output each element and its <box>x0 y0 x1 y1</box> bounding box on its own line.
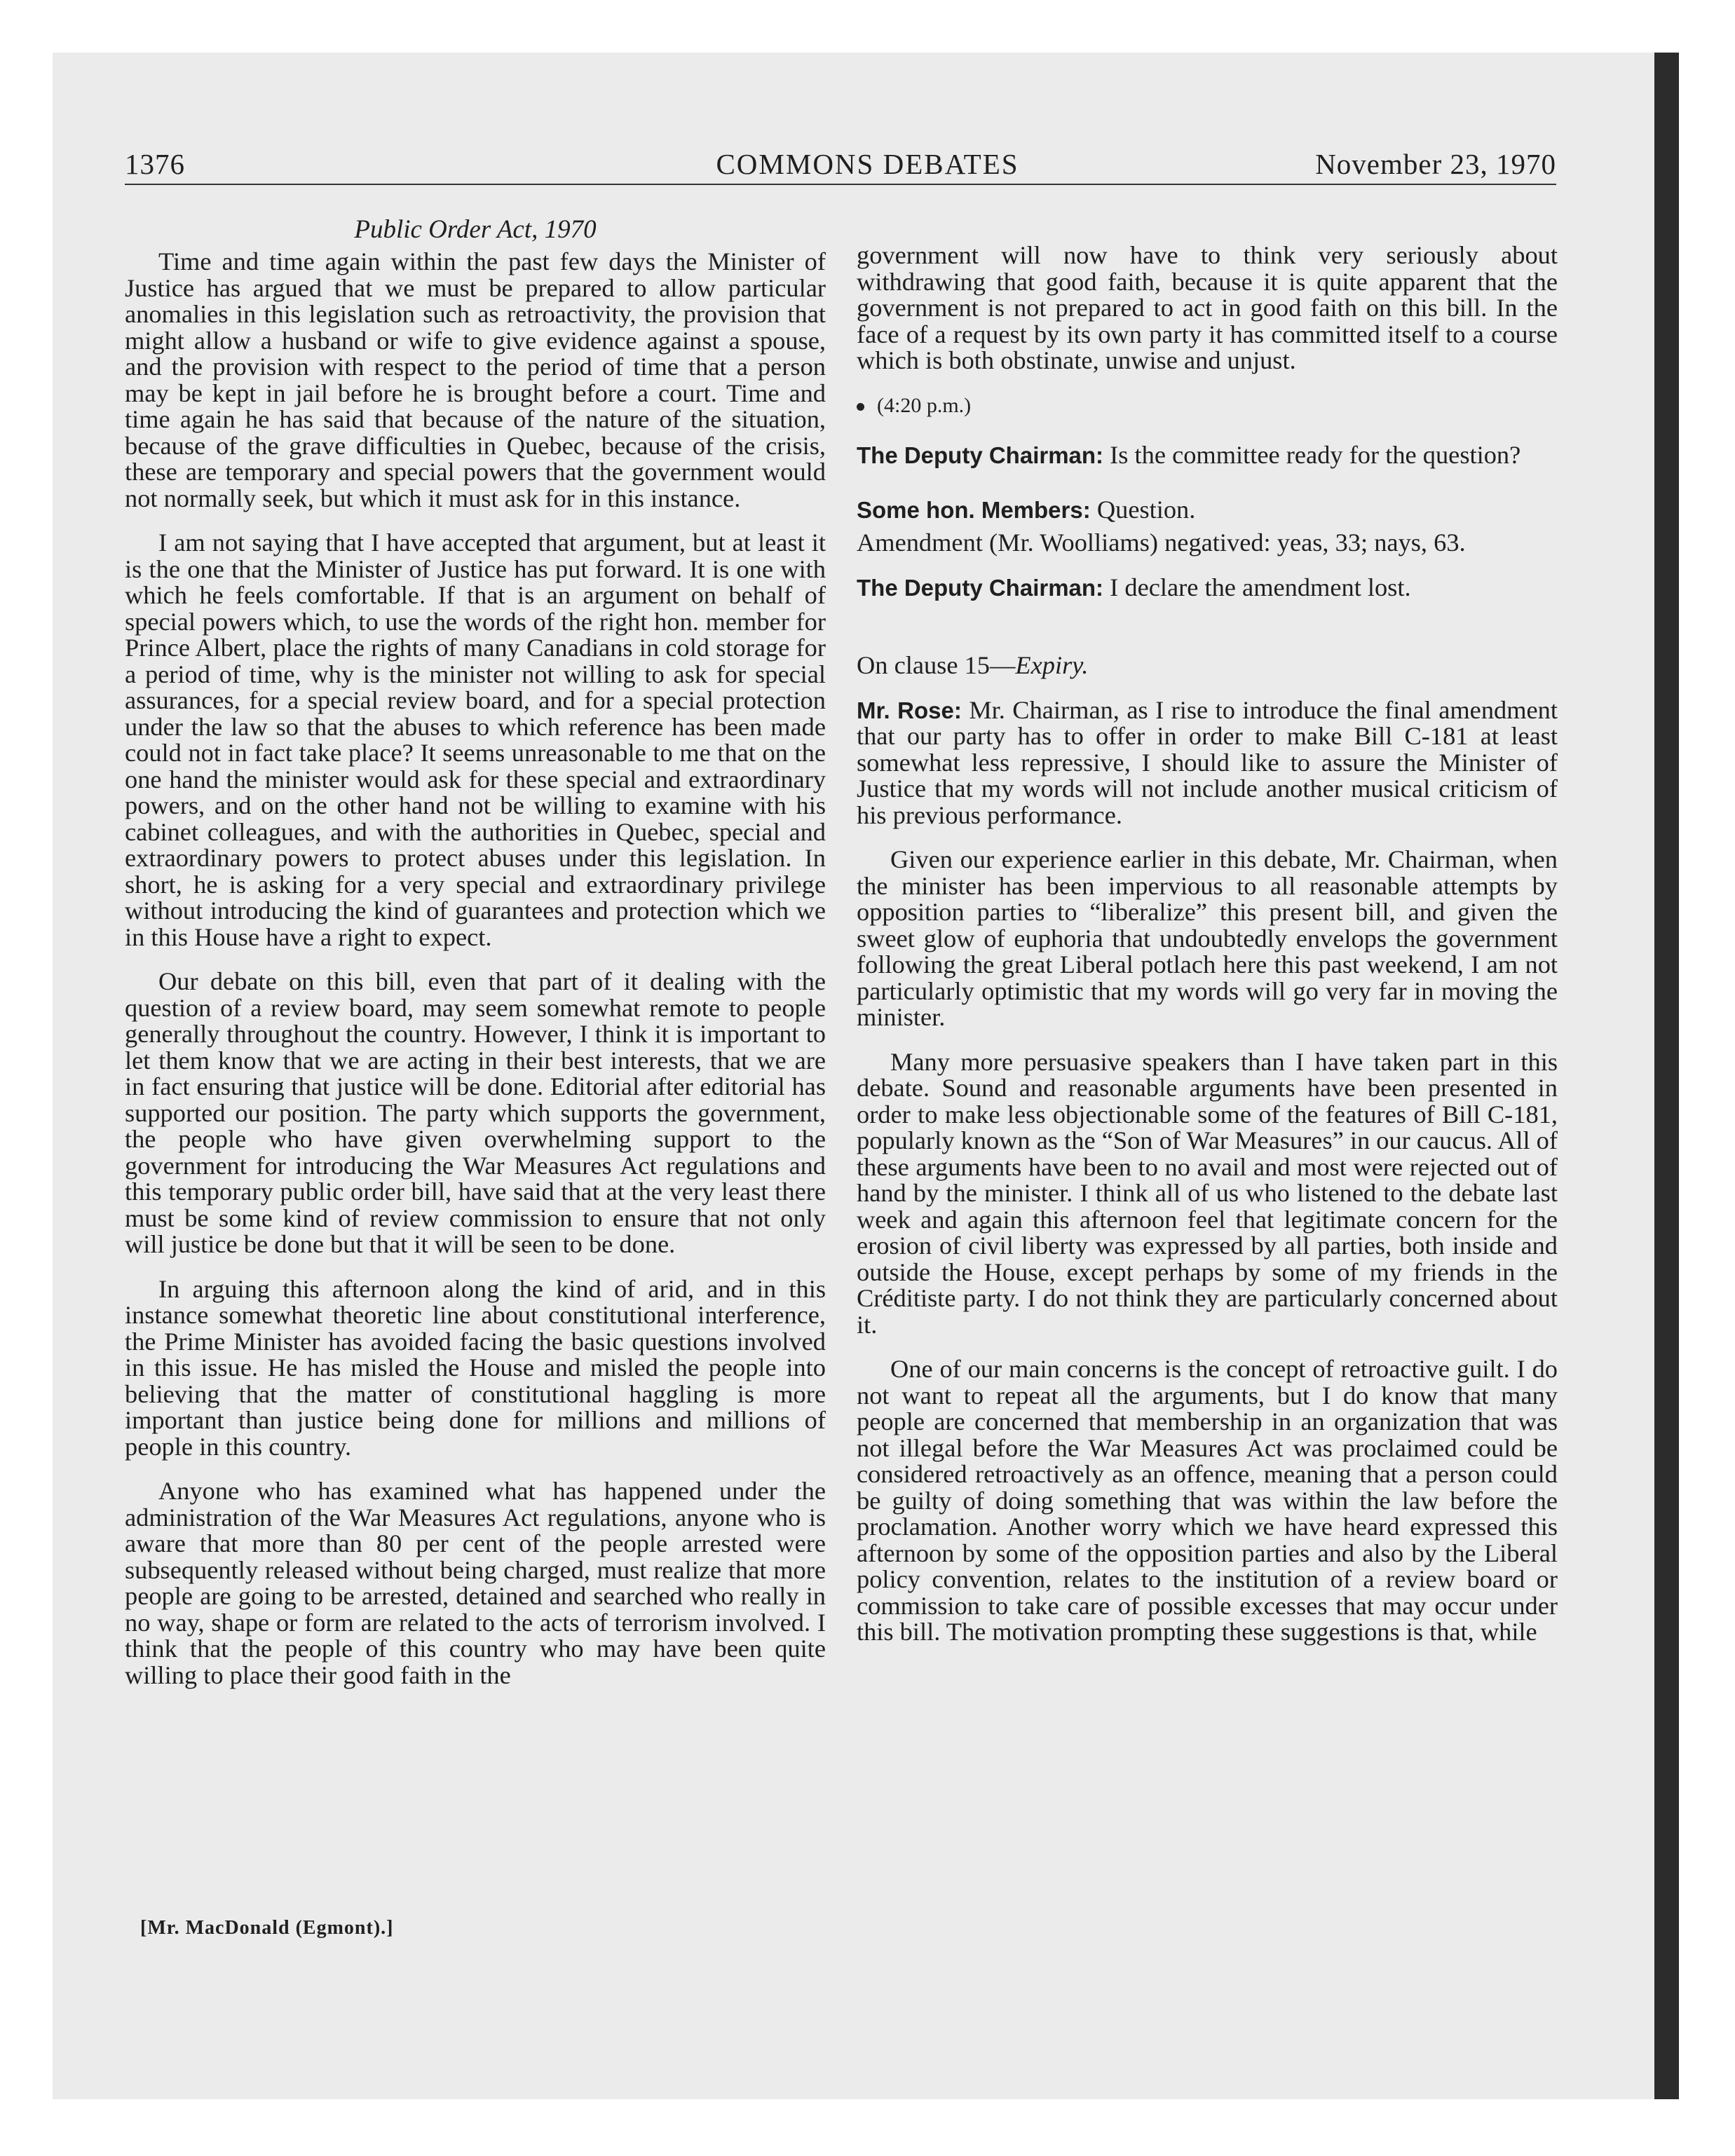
paragraph: Given our experience earlier in this debate, Mr. Chairman, when the minister has been impervious to all reasonable attempts by opposition parties to “liberalize” this present bill, and given the sweet glow of euphoria that undoubtedly envelops the government following the great Liberal potlach here this past weekend, I am not particularly optimistic that my words will go very far in moving the minister. <box>857 845 1558 1031</box>
speaker-footer: [Mr. MacDonald (Egmont).] <box>140 1917 394 1939</box>
paragraph: Our debate on this bill, even that part of it dealing with the question of a review board, may seem somewhat remote to people generally throughout the country. However, I think it is important to let them know that we are acting in their best interests, that we are in fact ensuring that justice will be done. Editorial after editorial has supported our position. The party which supports the government, the people who have given overwhelming support to the government for introducing the War Measures Act regulations and this temporary public order bill, have said that at the very least there must be some kind of review commission to ensure that not only will justice be done but that it will be seen to be done. <box>125 967 826 1258</box>
bullet-icon <box>857 403 864 411</box>
speech-deputy-chairman <box>857 442 1558 469</box>
amendment-result: Amendment (Mr. Woolliams) negatived: yeas, 33; nays, 63. <box>857 528 1466 557</box>
speaker-name: Some hon. Members: <box>857 496 1091 523</box>
speech-text: Question. <box>1096 495 1196 524</box>
clause-heading <box>857 653 1558 679</box>
right-column <box>857 243 1558 1664</box>
paragraph: I am not saying that I have accepted that argument, but at least it is the one that the Minister of Justice has put forward. It is one with which he feels comfortable. If that is an argument on behalf of special powers which, to use the words of the right hon. member for Prince Albert, place the rights of many Canadians in cold storage for a period of time, why is the minister not willing to ask for special assurances, for a special review board, and for a special protection under the law so that the abuses to which reference has been made could not in fact take place? It seems unreasonable to me that on the one hand the minister would ask for these special and extraordinary powers, and on the other hand not be willing to examine with his cabinet colleagues, and with the authorities in Quebec, special and extraordinary powers to protect abuses under this legislation. In short, he is asking for a very special and extraordinary privilege without introducing the kind of guarantees and protection which we in this House have a right to expect. <box>125 528 826 951</box>
speech-members <box>857 497 1558 524</box>
publication-title: COMMONS DEBATES <box>716 148 1019 180</box>
speech-text: Is the committee ready for the question? <box>1110 441 1521 469</box>
time-stamp-text: (4:20 p.m.) <box>877 393 972 417</box>
clause-title: Expiry. <box>1015 651 1089 679</box>
paragraph: One of our main concerns is the concept of retroactive guilt. I do not want to repeat all the arguments, but I do know that many people are concerned that membership in an organization that was not illegal before the War Measures Act was proclaimed could be considered retroactively as an offence, meaning that a person could be guilty of doing something that was within the law before the proclamation. Another worry which we have heard expressed this afternoon by some of the opposition parties and also by the Liberal policy convention, relates to the institution of a review board or commission to take care of possible excesses that may occur under this bill. The motivation prompting these suggestions is that, while <box>857 1355 1558 1646</box>
speech-deputy-chairman <box>857 575 1558 601</box>
clause-prefix: On clause 15— <box>857 651 1016 679</box>
speech-text: Mr. Chairman, as I rise to introduce the final amendment that our party has to offer in order to make Bill C-181 at least somewhat less repressive, I should like to assure the Minister of Justice that my words will not include another musical criticism of his previous performance. <box>857 695 1558 829</box>
page-number: 1376 <box>125 148 185 180</box>
speaker-name: Mr. Rose: <box>857 697 962 723</box>
paragraph: government will now have to think very seriously about withdrawing that good faith, because it is quite apparent that the government is not prepared to act in good faith on this bill. In the face of a request by its own party it has committed itself to a course which is both obstinate, unwise and unjust. <box>857 241 1558 374</box>
paragraph: Time and time again within the past few days the Minister of Justice has argued that we must be prepared to allow particular anomalies in this legislation such as retroactivity, the provision that might allow a husband or wife to give evidence against a spouse, and the provision with respect to the period of time that a person may be kept in jail before he is brought before a court. Time and time again he has said that because of the nature of the situation, because of the grave difficulties in Quebec, because of the crisis, these are temporary and special powers that the government would not normally seek, but which it must ask for in this instance. <box>125 247 826 512</box>
paragraph: In arguing this afternoon along the kind of arid, and in this instance somewhat theoretic line about constitutional interference, the Prime Minister has avoided facing the basic questions involved in this issue. He has misled the House and misled the people into believing that the matter of constitutional haggling is more important than justice being done for millions and millions of people in this country. <box>125 1274 826 1461</box>
left-column <box>125 249 826 1707</box>
header-rule <box>125 184 1556 185</box>
speaker-name: The Deputy Chairman: <box>857 442 1104 468</box>
speech-mr-rose <box>857 697 1558 829</box>
section-subheading: Public Order Act, 1970 <box>354 215 597 244</box>
paragraph: Many more persuasive speakers than I have taken part in this debate. Sound and reasonable arguments have been presented in order to make less objectionable some of the features of Bill C-181, popularly known as the “Son of War Measures” in our caucus. All of these arguments have been to no avail and most were rejected out of hand by the minister. I think all of us who listened to the debate last week and again this afternoon feel that legitimate concern for the erosion of civil liberty was expressed by all parties, both inside and outside the House, except perhaps by some of my friends in the Créditiste party. I do not think they are particularly concerned about it. <box>857 1047 1558 1339</box>
publication-date: November 23, 1970 <box>1315 148 1556 180</box>
paragraph: Anyone who has examined what has happened under the administration of the War Measures Act regulations, anyone who is aware that more than 80 per cent of the people arrested were subsequently released without being charged, must realize that more people are going to be arrested, detained and searched who really in no way, shape or form are related to the acts of terrorism involved. I think that the people of this country who may have been quite willing to place their good faith in the <box>125 1477 826 1689</box>
speech-text: I declare the amendment lost. <box>1110 573 1411 601</box>
time-stamp <box>857 393 1558 419</box>
speaker-name: The Deputy Chairman: <box>857 574 1104 601</box>
